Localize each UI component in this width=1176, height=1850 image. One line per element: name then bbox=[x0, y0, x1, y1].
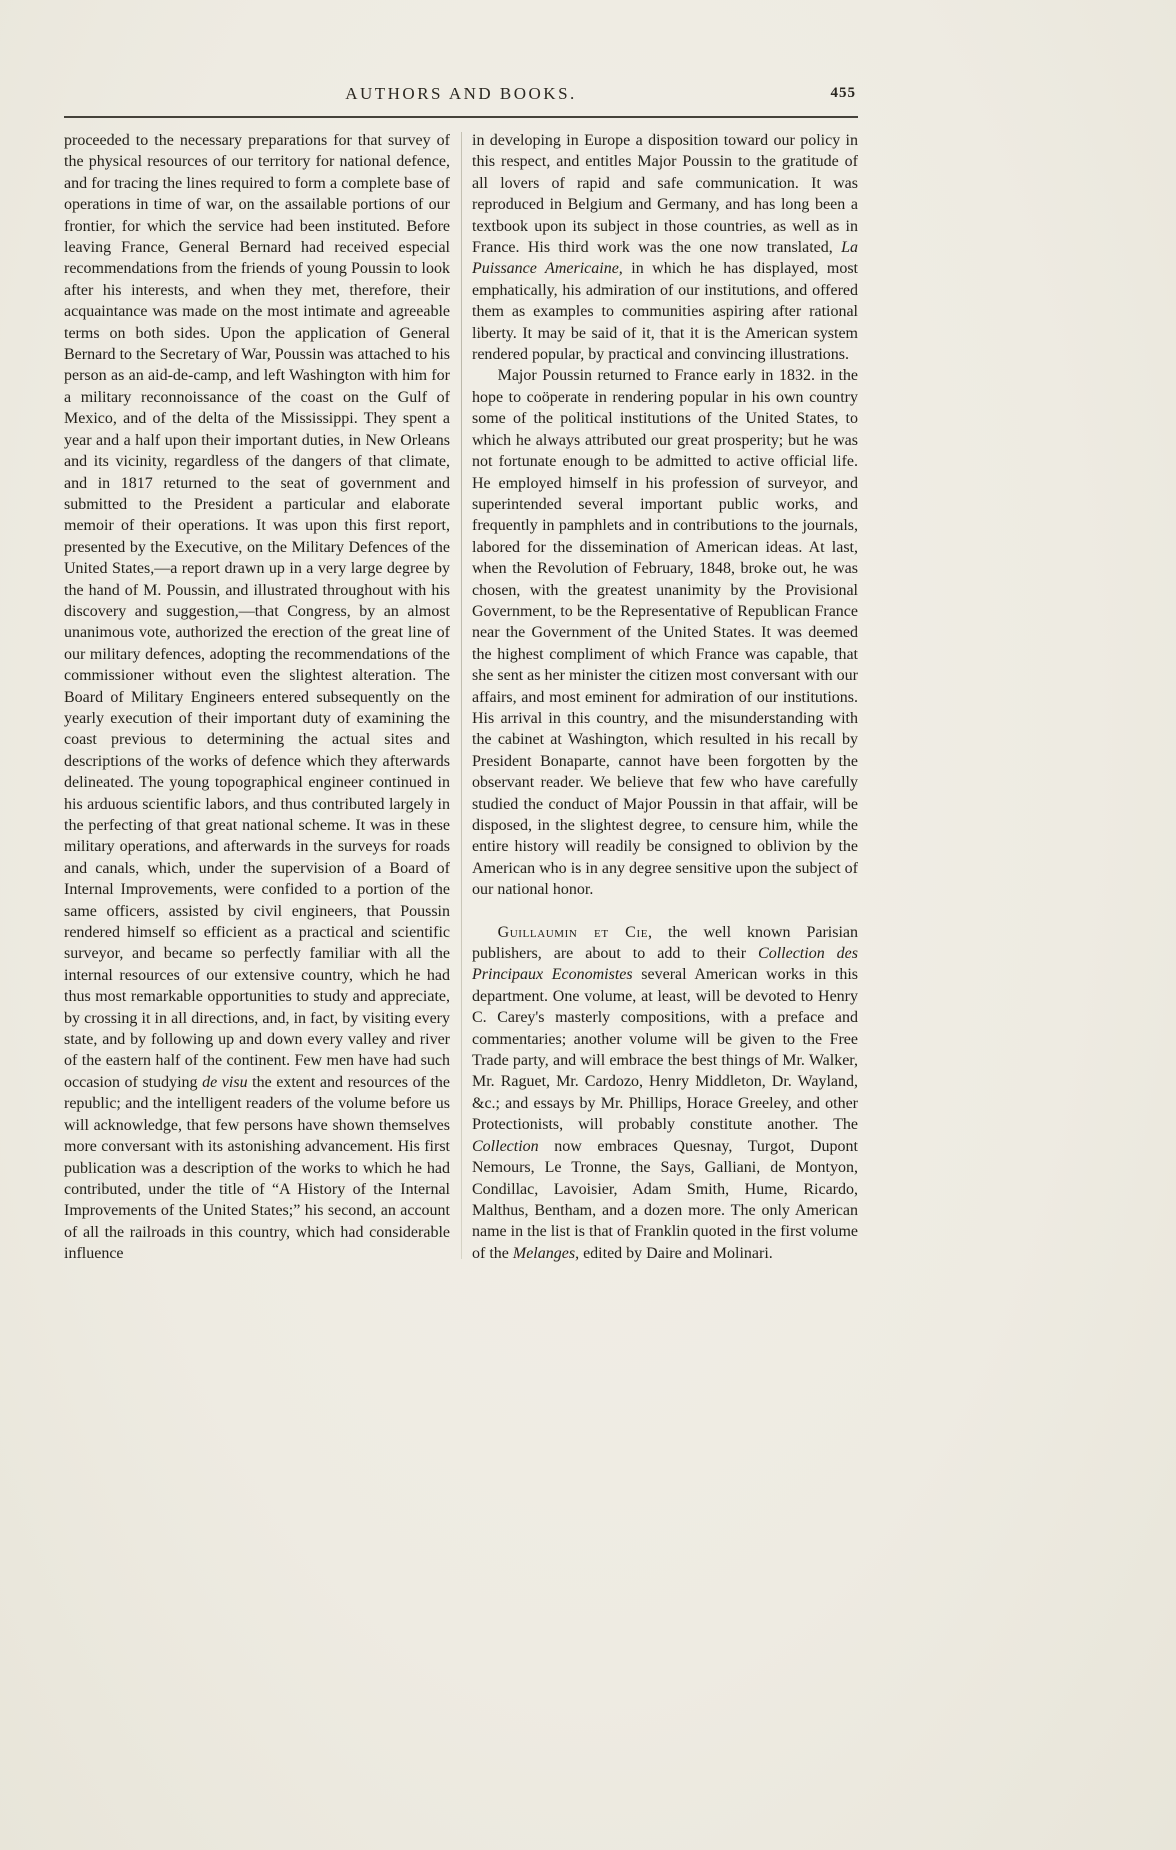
text-run: , the well known Parisian publishers, are about to add to their bbox=[472, 923, 858, 963]
page-text-block bbox=[64, 84, 858, 1265]
paragraph bbox=[472, 922, 858, 1265]
page-number: 455 bbox=[830, 85, 856, 101]
text-run: proceeded to the necessary preparations for that survey of the physical resources of our territory for national defence, and for tracing the lines required to form a complete base of operations in time of war, on the assailable portions of our frontier, for which the service had been instituted. Before leaving France, General Bernard had received especial recommendations from the friends of young Poussin to look after his interests, and when they met, therefore, their acquaintance was made on the most intimate and agreeable terms on both sides. Upon the application of General Bernard to the Secretary of War, Poussin was attached to his person as an aid-de-camp, and left Washington with him for a military reconnoissance of the coast on the Gulf of Mexico, and of the delta of the Mississippi. They spent a year and a half upon their important duties, in New Orleans and its vicinity, regardless of the dangers of that climate, and in 1817 returned to the seat of government and submitted to the President a particular and elaborate memoir of their operations. It was upon this first report, presented by the Executive, on the Military Defences of the United States,—a report drawn up in a very large degree by the hand of M. Poussin, and illustrated throughout with his discovery and suggestion,—that Congress, by an almost unanimous vote, authorized the erection of the great line of our military defences, adopting the recommendations of the commissioner without even the slightest alteration. The Board of Military Engineers entered subsequently on the yearly execution of their important duty of examining the coast previous to determining the actual sites and descriptions of the works of defence which they afterwards delineated. The young topographical engineer continued in his arduous scientific labors, and thus contributed largely in the perfecting of that great national scheme. It was in these military operations, and afterwards in the surveys for roads and canals, which, under the supervision of a Board of Internal Improvements, were confided to a portion of the same officers, assisted by civil engineers, that Poussin rendered himself so efficient as a practical and scientific surveyor, and became so perfectly familiar with all the internal resources of our extensive country, which he had thus most remarkable opportunities to study and appreciate, by crossing it in all directions, and, in fact, by visiting every state, and by following up and down every valley and river of the eastern half of the continent. Few men have had such occasion of studying bbox=[64, 132, 450, 1091]
italic-text: La Puissance Americaine, bbox=[472, 239, 858, 278]
text-run: in developing in Europe a disposition toward our policy in this respect, and entitles Major Poussin to the gratitude of all lovers of rapid and safe communication. It was reproduced in Belgium and Germany, and has long been a textbook upon its subject in those countries, as well as in France. His third work was the one now translated, bbox=[472, 132, 858, 257]
italic-text: Melanges bbox=[512, 1244, 576, 1262]
running-header bbox=[64, 84, 858, 118]
column-left bbox=[64, 130, 450, 1265]
column-divider bbox=[461, 132, 462, 1259]
column-right bbox=[472, 130, 858, 1265]
text-run: several American works in this department. One volume, at least, will be devoted to Henry C. Carey's masterly compositions, with a preface and commentaries; another volume will be given to the Free Trade party, and will embrace the best things of Mr. Walker, Mr. Raguet, Mr. Cardozo, Henry Middleton, Dr. Wayland, &c.; and essays by Mr. Phillips, Horace Greeley, and other Protectionists, will probably constitute another. The bbox=[472, 966, 859, 1134]
text-run: now embraces Quesnay, Turgot, Dupont Nemours, Le Tronne, the Says, Galliani, de Montyon, Condillac, Lavoisier, Adam Smith, Hume, Ricardo, Malthus, Bentham, and a dozen more. The only American name in the list is that of Franklin quoted in the first volume of the bbox=[472, 1137, 858, 1262]
text-columns bbox=[64, 130, 858, 1265]
paragraph bbox=[64, 130, 450, 1265]
page-title: AUTHORS AND BOOKS. bbox=[345, 84, 577, 103]
italic-text: de visu bbox=[202, 1073, 248, 1091]
text-run: , edited by Daire and Molinari. bbox=[575, 1244, 773, 1262]
italic-text: Collection des Principaux Economistes bbox=[472, 945, 858, 984]
text-run: the extent and resources of the republic; and the intelligent readers of the volume before us will acknowledge, that few persons have shown themselves more conversant with its astonishing advancement. His first publication was a description of the works to which he had contributed, under the title of “A History of the Internal Improvements of the United States;” his second, an account of all the railroads in this country, which had considerable influence bbox=[64, 1073, 451, 1263]
paragraph bbox=[472, 365, 858, 900]
italic-text: Collection bbox=[472, 1137, 539, 1155]
paragraph bbox=[472, 130, 858, 365]
text-run: Major Poussin returned to France early in 1832. in the hope to coöperate in rendering popular in his own country some of the political institutions of the United States, to which he always attributed our great prosperity; but he was not fortunate enough to be admitted to active official life. He employed himself in his profession of surveyor, and superintended several important public works, and frequently in pamphlets and in contributions to the journals, labored for the dissemination of American ideas. At last, when the Revolution of February, 1848, broke out, he was chosen, with the greatest unanimity by the Provisional Government, to be the Representative of Republican France near the Government of the United States. It was deemed the highest compliment of which France was capable, that she sent as her minister the citizen most conversant with our affairs, and most eminent for admiration of our institutions. His arrival in this country, and the misunderstanding with the cabinet at Washington, which resulted in his recall by President Bonaparte, cannot have been forgotten by the observant reader. We believe that few who have carefully studied the conduct of Major Poussin in that affair, will be disposed, in the slightest degree, to censure him, while the entire history will readily be consigned to oblivion by the American who is in any degree sensitive upon the subject of our national honor. bbox=[472, 367, 858, 899]
text-run: in which he has displayed, most emphatically, his admiration of our institutions, and offered them as examples to communities aspiring after rational liberty. It may be said of it, that it is the American system rendered popular, by practical and convincing illustrations. bbox=[472, 260, 858, 364]
small-caps-text: Guillaumin et Cie bbox=[497, 923, 649, 941]
